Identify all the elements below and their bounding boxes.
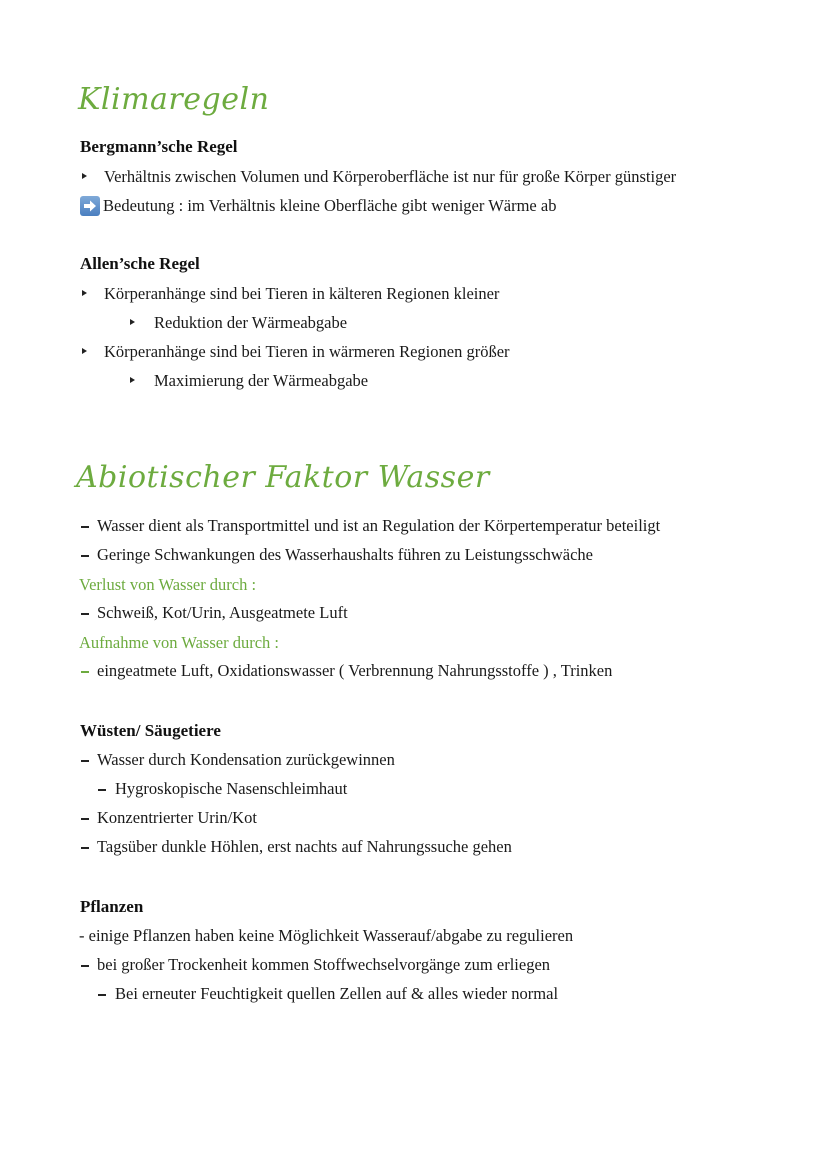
aufnahme-items: eingeatmete Luft, Oxidationswasser ( Verbrennung Nahrungsstoffe ) , Trinken [97, 661, 613, 680]
verlust-items: Schweiß, Kot/Urin, Ausgeatmete Luft [97, 603, 348, 622]
dash-bullet-icon [81, 818, 89, 820]
allen-point-1-sub: Reduktion der Wärmeabgabe [154, 313, 348, 332]
wueste-item-1: Wasser durch Kondensation zurückgewinnen [97, 750, 395, 769]
right-arrow-icon [80, 196, 100, 216]
pflanzen-item-1: - einige Pflanzen haben keine Möglichkeit Wasserauf/abgabe zu regulieren [79, 926, 574, 945]
aufnahme-label: Aufnahme von Wasser durch : [79, 633, 279, 652]
triangle-bullet-icon [82, 173, 87, 179]
wueste-item-3: Tagsüber dunkle Höhlen, erst nachts auf Nahrungssuche gehen [97, 837, 512, 856]
subheading-pflanzen: Pflanzen [80, 897, 144, 916]
subheading-bergmann: Bergmann’sche Regel [80, 137, 238, 156]
triangle-bullet-icon [82, 348, 87, 354]
bergmann-point: Verhältnis zwischen Volumen und Körperoberfläche ist nur für große Körper günstiger [104, 167, 677, 186]
wueste-item-2: Konzentrierter Urin/Kot [97, 808, 257, 827]
triangle-bullet-icon [82, 290, 87, 296]
verlust-label: Verlust von Wasser durch : [79, 575, 257, 594]
pflanzen-item-2: bei großer Trockenheit kommen Stoffwechselvorgänge zum erliegen [97, 955, 551, 974]
wasser-line-1: Wasser dient als Transportmittel und ist an Regulation der Körpertemperatur beteiligt [97, 516, 661, 535]
dash-bullet-icon [81, 526, 89, 528]
triangle-bullet-icon [130, 319, 135, 325]
dash-bullet-icon [81, 965, 89, 967]
dash-bullet-icon [98, 789, 106, 791]
subheading-wueste: Wüsten/ Säugetiere [80, 721, 221, 740]
dash-bullet-icon [81, 613, 89, 615]
allen-point-2: Körperanhänge sind bei Tieren in wärmeren Regionen größer [104, 342, 510, 361]
dash-bullet-icon [81, 671, 89, 673]
triangle-bullet-icon [130, 377, 135, 383]
allen-point-2-sub: Maximierung der Wärmeabgabe [154, 371, 369, 390]
wueste-item-1-sub: Hygroskopische Nasenschleimhaut [115, 779, 348, 798]
heading-klimaregeln: Klimaregeln [78, 82, 270, 117]
subheading-allen: Allen’sche Regel [80, 254, 200, 273]
pflanzen-item-2-sub: Bei erneuter Feuchtigkeit quellen Zellen auf & alles wieder normal [115, 984, 559, 1003]
allen-point-1: Körperanhänge sind bei Tieren in kälteren Regionen kleiner [104, 284, 500, 303]
wasser-line-2: Geringe Schwankungen des Wasserhaushalts führen zu Leistungsschwäche [97, 545, 593, 564]
dash-bullet-icon [81, 760, 89, 762]
heading-wasser: Abiotischer Faktor Wasser [76, 460, 490, 495]
dash-bullet-icon [81, 555, 89, 557]
dash-bullet-icon [98, 994, 106, 996]
bergmann-meaning: Bedeutung : im Verhältnis kleine Oberfläche gibt weniger Wärme ab [103, 196, 557, 215]
dash-bullet-icon [81, 847, 89, 849]
